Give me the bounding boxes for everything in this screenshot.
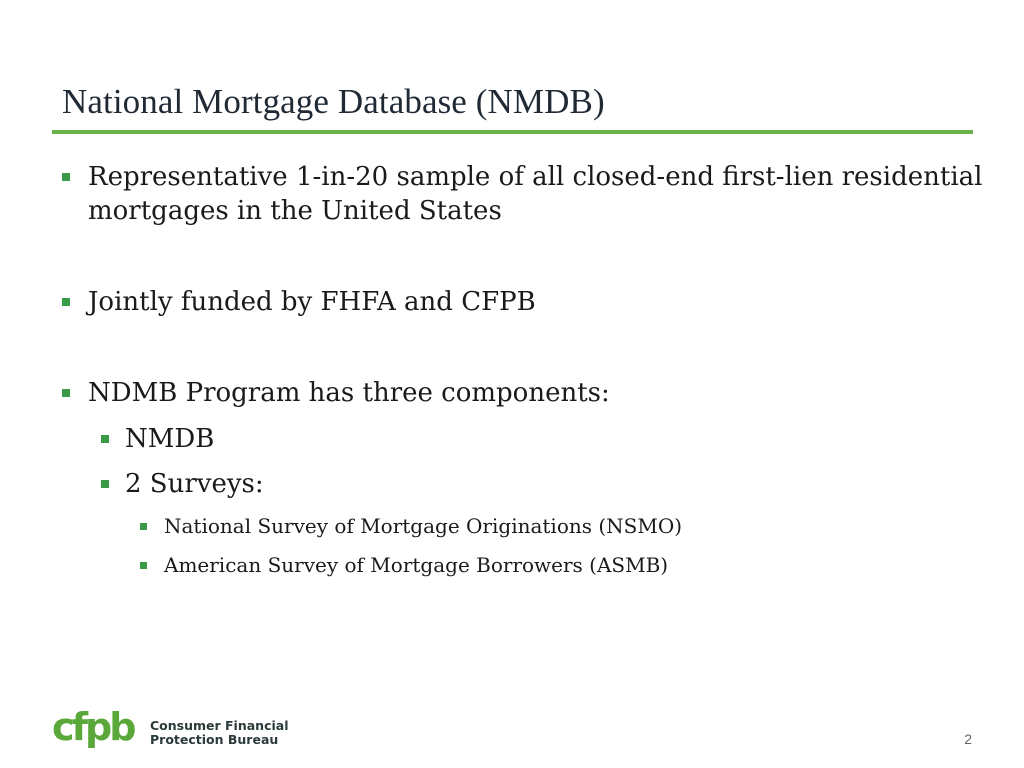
slide-title: National Mortgage Database (NMDB): [62, 82, 605, 121]
title-divider: [52, 130, 973, 134]
bullet-item: [88, 376, 610, 410]
bullet-square-icon: [101, 435, 109, 443]
bullet-item-continuation: [88, 194, 502, 228]
bullet-item: [88, 160, 982, 194]
bullet-text: Jointly funded by FHFA and CFPB: [88, 287, 536, 317]
bullet-text: American Survey of Mortgage Borrowers (ASMB): [164, 553, 669, 577]
bullet-text: mortgages in the United States: [88, 196, 502, 226]
bullet-text: Representative 1-in-20 sample of all closed-end first-lien residential: [88, 162, 983, 192]
logo-line-2: Protection Bureau: [150, 732, 279, 747]
bullet-text: NDMB Program has three components:: [88, 378, 610, 408]
sub-bullet-item: [125, 467, 264, 501]
bullet-text: NMDB: [125, 424, 215, 454]
sub-bullet-item: [125, 422, 214, 456]
page-number: 2: [964, 731, 972, 747]
logo-text: [150, 719, 289, 747]
bullet-square-icon: [140, 523, 147, 530]
bullet-item: [88, 285, 536, 319]
bullet-text: 2 Surveys:: [125, 469, 264, 499]
sub-sub-bullet-item: [164, 513, 682, 539]
cfpb-logo: [52, 708, 292, 758]
bullet-text: National Survey of Mortgage Originations (NSMO): [164, 514, 683, 538]
sub-sub-bullet-item: [164, 552, 668, 578]
bullet-square-icon: [62, 389, 70, 397]
bullet-square-icon: [140, 562, 147, 569]
logo-line-1: Consumer Financial: [150, 718, 289, 733]
bullet-square-icon: [101, 480, 109, 488]
cfpb-wordmark: cfpb: [52, 708, 134, 749]
cfpb-logo-mark-icon: [52, 708, 144, 758]
bullet-square-icon: [62, 298, 70, 306]
bullet-square-icon: [62, 173, 70, 181]
